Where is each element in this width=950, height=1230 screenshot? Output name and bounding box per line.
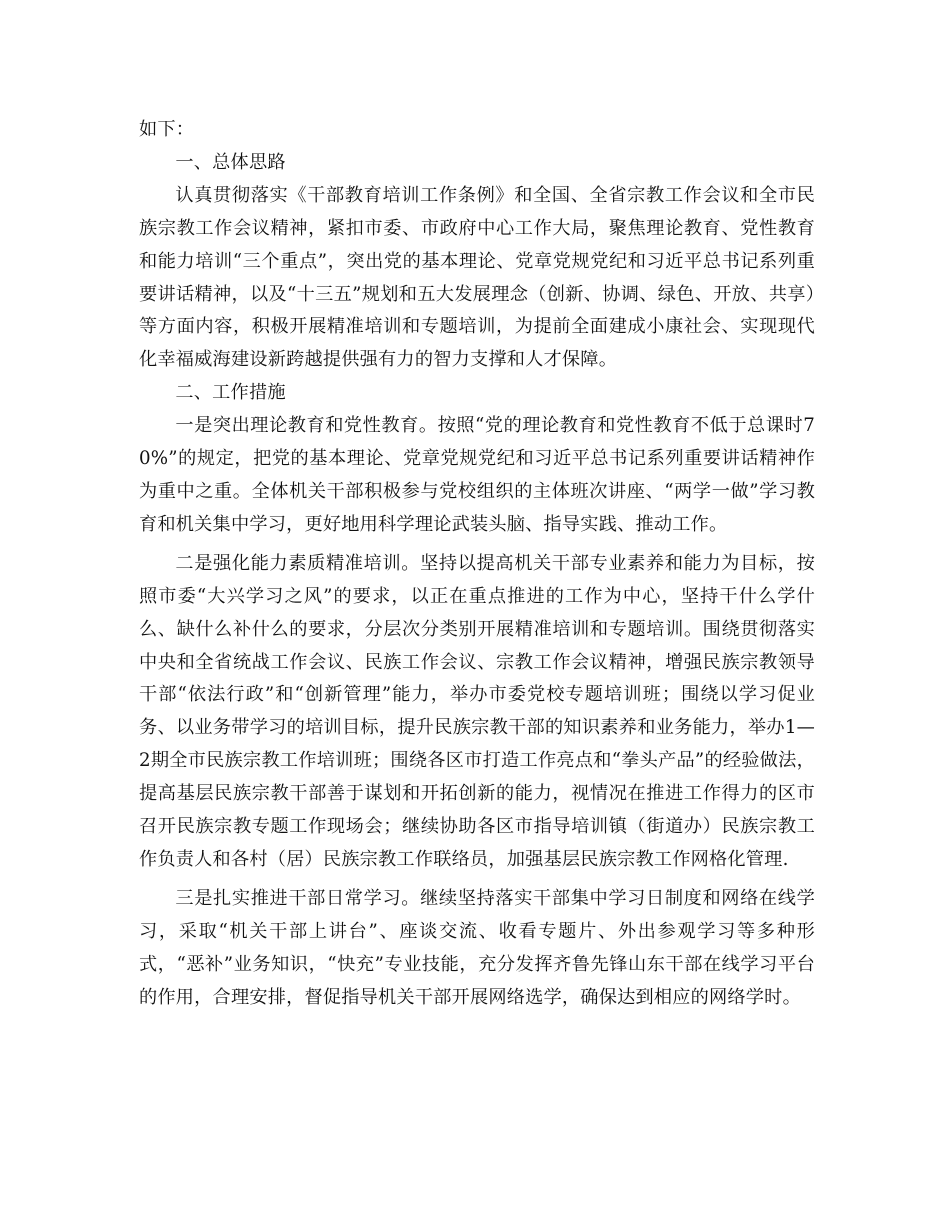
section-heading-overall-approach: 一、总体思路: [175, 151, 286, 173]
paragraph-capability-training: 二是强化能力素质精准培训。坚持以提高机关干部专业素养和能力为目标，按照市委“大兴学习之风”的要求，以正在重点推进的工作为中心，坚持干什么学什么、缺什么补什么的要求，分层次分类别开展精准培训和专题培训。围绕贯彻落实中央和全省统战工作会议、民族工作会议、宗教工作会议精神，增强民族宗教领导干部“依法行政”和“创新管理”能力，举办市委党校专题培训班；围绕以学习促业务、以业务带学习的培训目标，提升民族宗教干部的知识素养和业务能力，举办1—2期全市民族宗教工作培训班；围绕各区市打造工作亮点和“拳头产品”的经验做法，提高基层民族宗教干部善于谋划和开拓创新的能力，视情况在推进工作得力的区市召开民族宗教专题工作现场会；继续协助各区市指导培训镇（街道办）民族宗教工作负责人和各村（居）民族宗教工作联络员，加强基层民族宗教工作网格化管理.: [139, 552, 815, 870]
paragraph-overall-approach: 认真贯彻落实《干部教育培训工作条例》和全国、全省宗教工作会议和全市民族宗教工作会议精神，紧扣市委、市政府中心工作大局，聚焦理论教育、党性教育和能力培训“三个重点”，突出党的基本理论、党章党规党纪和习近平总书记系列重要讲话精神，以及“十三五”规划和五大发展理念（创新、协调、绿色、开放、共享）等方面内容，积极开展精准培训和专题培训，为提前全面建成小康社会、实现现代化幸福威海建设新跨越提供强有力的智力支撑和人才保障。: [139, 184, 815, 371]
paragraph-theory-education: 一是突出理论教育和党性教育。按照“党的理论教育和党性教育不低于总课时70%”的规定，把党的基本理论、党章党规党纪和习近平总书记系列重要讲话精神作为重中之重。全体机关干部积极参与党校组织的主体班次讲座、“两学一做”学习教育和机关集中学习，更好地用科学理论武装头脑、指导实践、推动工作。: [139, 415, 815, 535]
intro-text: 如下：: [139, 119, 195, 140]
paragraph-daily-learning: 三是扎实推进干部日常学习。继续坚持落实干部集中学习日制度和网络在线学习，采取“机关干部上讲台”、座谈交流、收看专题片、外出参观学习等多种形式，“恶补”业务知识，“快充”专业技能，充分发挥齐鲁先锋山东干部在线学习平台的作用，合理安排，督促指导机关干部开展网络选学，确保达到相应的网络学时。: [139, 887, 815, 1008]
document-body: [139, 114, 815, 1014]
section-heading-work-measures: 二、工作措施: [175, 382, 286, 404]
